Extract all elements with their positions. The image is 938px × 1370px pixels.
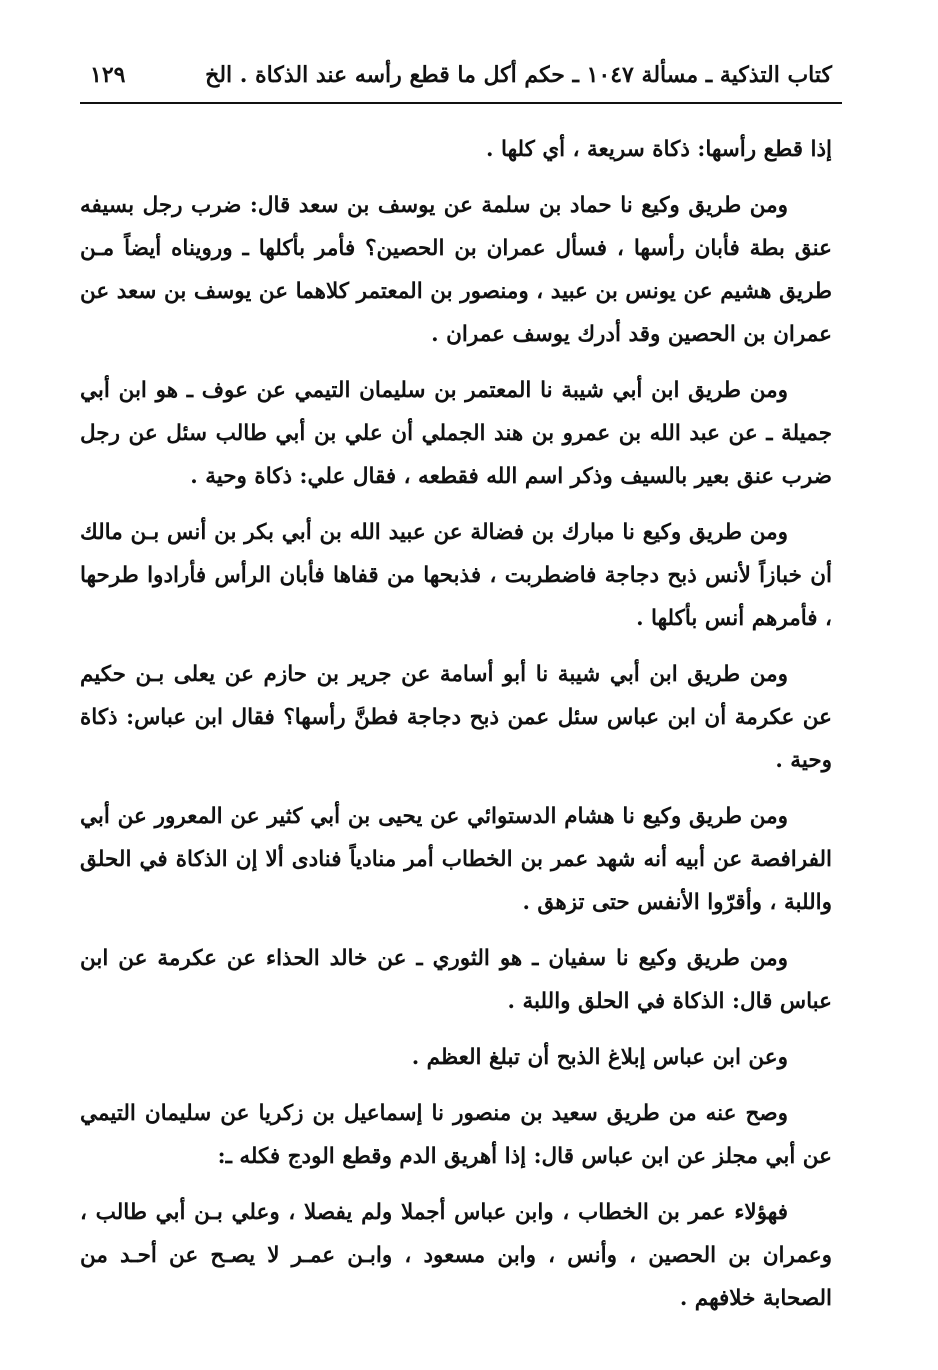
header-rule [80, 102, 842, 104]
paragraph: ومن طريق ابن أبي شيبة نا أبو أسامة عن جرير بن حازم عن يعلى بـن حكيم عن عكرمة أن ابن عباس سئل عمن ذبح دجاجة فطنَّ رأسها؟ فقال ابن عباس: ذكاة وحية . [80, 662, 832, 773]
paragraph: ومن طريق وكيع نا مبارك بن فضالة عن عبيد الله بن أبي بكر بن أنس بـن مالك أن خبازاً لأنس ذبح دجاجة فاضطربت ، فذبحها من قفاها فأبان الرأس فأرادوا طرحها ، فأمرهم أنس بأكلها . [80, 520, 832, 631]
paragraph: ومن طريق وكيع نا سفيان ـ هو الثوري ـ عن خالد الحذاء عن عكرمة عن ابن عباس قال: الذكاة في الحلق واللبة . [80, 946, 832, 1014]
paragraph: إذا قطع رأسها: ذكاة سريعة ، أي كلها . [486, 137, 832, 162]
paragraph: وصح عنه من طريق سعيد بن منصور نا إسماعيل بن زكريا عن سليمان التيمي عن أبي مجلز عن ابن عباس قال: إذا أهريق الدم وقطع الودج فكله ـ: [80, 1101, 832, 1169]
header-title: كتاب التذكية ـ مسألة ١٠٤٧ ـ حكم أكل ما قطع رأسه عند الذكاة . الخ [205, 62, 832, 88]
running-header [90, 52, 832, 98]
paragraph: وعن ابن عباس إبلاغ الذبح أن تبلغ العظم . [411, 1045, 788, 1070]
paragraph: ومن طريق وكيع نا هشام الدستوائي عن يحيى بن أبي كثير عن المعرور عن أبي الفرافصة عن أبيه أنه شهد عمر بن الخطاب أمر منادياً فنادى ألا إن الذكاة في الحلق واللبة ، وأقرّوا الأنفس حتى تزهق . [80, 804, 832, 915]
body-text [80, 128, 832, 1333]
paragraph: ومن طريق وكيع نا حماد بن سلمة عن يوسف بن سعد قال: ضرب رجل بسيفه عنق بطة فأبان رأسها ، فسأل عمران بن الحصين؟ فأمر بأكلها ـ ورويناه أيضاً مـن طريق هشيم عن يونس بن عبيد ، ومنصور بن المعتمر كلاهما عن يوسف بن سعد عن عمران بن الحصين وقد أدرك يوسف عمران . [80, 193, 832, 347]
paragraph: ومن طريق ابن أبي شيبة نا المعتمر بن سليمان التيمي عن عوف ـ هو ابن أبي جميلة ـ عن عبد الله بن عمرو بن هند الجملي أن علي بن أبي طالب سئل عن رجل ضرب عنق بعير بالسيف وذكر اسم الله فقطعه ، فقال علي: ذكاة وحية . [80, 378, 832, 489]
paragraph: فهؤلاء عمر بن الخطاب ، وابن عباس أجملا ولم يفصلا ، وعلي بـن أبي طالب ، وعمران بن الحصين ، وأنس ، وابن مسعود ، وابـن عمـر لا يصـح عن أحـد من الصحابة خلافهم . [80, 1200, 832, 1311]
page-number: ١٢٩ [90, 62, 126, 88]
